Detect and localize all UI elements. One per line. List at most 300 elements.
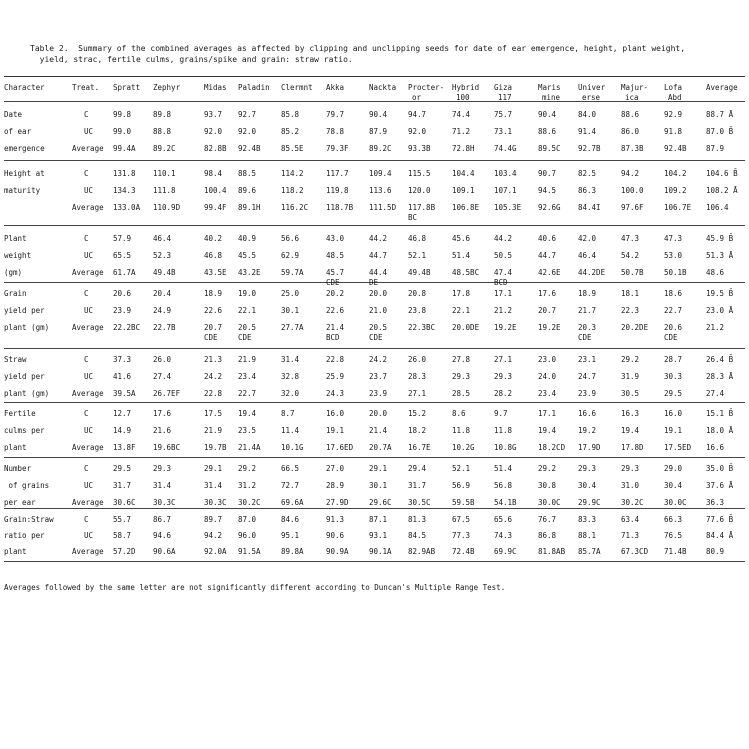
treatment-label: C: [84, 409, 89, 418]
character-label: Straw: [4, 355, 27, 364]
table-cell: [621, 389, 639, 399]
table-cell: [538, 481, 556, 491]
cell-value: 53.0: [664, 251, 683, 260]
column-header-line1: Treat.: [72, 83, 100, 92]
table-cell: [238, 110, 256, 120]
cell-value: 63.4: [621, 515, 640, 524]
cell-value-letters: CDE: [578, 333, 592, 342]
table-cell: [113, 251, 131, 261]
cell-value: 21.9: [204, 426, 223, 435]
cell-value: 73.1: [494, 127, 513, 136]
table-cell: [706, 306, 733, 316]
cell-value: 86.8: [538, 531, 557, 540]
cell-value: 48.5BC: [452, 268, 480, 277]
table-cell: [621, 481, 639, 491]
table-cell: [664, 144, 687, 154]
cell-value: 22.6: [326, 306, 345, 315]
table-cell: [621, 234, 639, 244]
table-cell: [664, 169, 687, 179]
cell-value: 51.3 Ā: [706, 251, 734, 260]
table-cell: [706, 144, 724, 154]
table-cell: [204, 323, 222, 343]
table-cell: [113, 268, 136, 278]
table-cell: [664, 464, 682, 474]
table-cell: [706, 289, 733, 299]
table-cell: [281, 169, 304, 179]
cell-value: 90.9A: [326, 547, 349, 556]
table-cell: [153, 481, 171, 491]
table-cell: [204, 409, 222, 419]
cell-value: 40.2: [204, 234, 223, 243]
cell-value: 21.9: [238, 355, 257, 364]
cell-value: 29.3: [621, 464, 640, 473]
cell-value: 29.5: [113, 464, 132, 473]
cell-value: 69.6A: [281, 498, 304, 507]
cell-value: 86.7: [153, 515, 172, 524]
table-cell: [153, 409, 171, 419]
cell-value: 91.5A: [238, 547, 261, 556]
cell-value: 46.4: [578, 251, 597, 260]
table-cell: [408, 289, 426, 299]
cell-value: 30.3: [664, 372, 683, 381]
table-cell: [494, 547, 517, 557]
cell-value: 50.5: [494, 251, 513, 260]
table-cell: [494, 389, 512, 399]
table-cell: [494, 409, 508, 419]
cell-value: 110.1: [153, 169, 176, 178]
table-cell: [326, 481, 344, 491]
cell-value: 43.5E: [204, 268, 227, 277]
cell-value-letters: CDE: [326, 278, 340, 287]
table-cell: [326, 389, 344, 399]
cell-value: 24.2: [369, 355, 388, 364]
cell-value: 20.2DE: [621, 323, 649, 332]
cell-value: 24.2: [204, 372, 223, 381]
cell-value: 20.8: [408, 289, 427, 298]
cell-value: 79.3F: [326, 144, 349, 153]
table-cell: [326, 289, 344, 299]
table-cell: [204, 268, 227, 278]
cell-value: 17.8D: [621, 443, 644, 452]
cell-value: 108.2 Ā: [706, 186, 738, 195]
table-cell: [281, 186, 304, 196]
table-cell: [153, 306, 171, 316]
table-cell: [153, 169, 176, 179]
cell-value: 18.9: [204, 289, 223, 298]
table-cell: [281, 127, 299, 137]
column-header-line1: Spratt: [113, 83, 141, 92]
table-cell: [538, 203, 561, 213]
cell-value: 19.2E: [494, 323, 517, 332]
cell-value: 40.6: [538, 234, 557, 243]
table-cell: [408, 169, 431, 179]
table-cell: [664, 498, 687, 508]
cell-value: 27.4: [153, 372, 172, 381]
cell-value: 96.0: [238, 531, 257, 540]
table-cell: [281, 144, 304, 154]
table-cell: [153, 355, 171, 365]
column-header-line2: ica: [625, 93, 639, 102]
cell-value: 31.2: [238, 481, 257, 490]
cell-value: 48.5: [326, 251, 345, 260]
table-cell: [369, 355, 387, 365]
table-cell: [369, 251, 387, 261]
cell-value-letters: BC: [408, 213, 418, 222]
column-header: [4, 83, 45, 93]
table-cell: [281, 409, 295, 419]
cell-value: 20.6: [113, 289, 132, 298]
cell-value: 40.9: [238, 234, 257, 243]
table-cell: [281, 306, 299, 316]
cell-value: 19.1: [326, 426, 345, 435]
table-cell: [494, 443, 517, 453]
table-cell: [238, 127, 256, 137]
table-cell: [706, 323, 724, 333]
table-cell: [408, 127, 426, 137]
cell-value: 30.1: [281, 306, 300, 315]
table-cell: [494, 186, 517, 196]
table-cell: [706, 372, 733, 382]
table-cell: [281, 515, 299, 525]
cell-value: 69.9C: [494, 547, 517, 556]
table-cell: [408, 547, 435, 557]
cell-value: 47.3: [664, 234, 683, 243]
cell-value: 21.4: [326, 323, 345, 332]
table-cell: [621, 268, 644, 278]
cell-value: 20.7A: [369, 443, 392, 452]
column-header: [369, 83, 396, 93]
table-cell: [452, 186, 475, 196]
cell-value: 18.1: [621, 289, 640, 298]
table-cell: [408, 323, 435, 333]
cell-value: 89.5C: [538, 144, 561, 153]
table-cell: [621, 498, 644, 508]
table-cell: [204, 498, 227, 508]
table-cell: [369, 372, 387, 382]
table-cell: [281, 464, 299, 474]
treatment-label: UC: [84, 481, 94, 490]
cell-value: 27.8: [452, 355, 471, 364]
table-cell: [621, 251, 639, 261]
table-cell: [326, 251, 344, 261]
table-cell: [664, 289, 682, 299]
table-cell: [281, 531, 299, 541]
table-cell: [153, 289, 171, 299]
cell-value: 113.6: [369, 186, 392, 195]
cell-value: 94.2: [621, 169, 640, 178]
table-cell: [113, 110, 131, 120]
cell-value: 29.1: [204, 464, 223, 473]
table-cell: [578, 186, 596, 196]
cell-value: 22.3: [621, 306, 640, 315]
cell-value: 92.9: [664, 110, 683, 119]
cell-value: 105.3E: [494, 203, 522, 212]
table-cell: [494, 110, 512, 120]
table-cell: [281, 481, 299, 491]
table-cell: [578, 464, 596, 474]
table-cell: [281, 251, 299, 261]
table-cell: [281, 234, 299, 244]
table-cell: [408, 464, 426, 474]
cell-value: 106.4: [706, 203, 729, 212]
table-cell: [408, 426, 426, 436]
cell-value: 62.9: [281, 251, 300, 260]
cell-value: 39.5A: [113, 389, 136, 398]
character-label: plant (gm): [4, 323, 50, 332]
table-cell: [538, 251, 556, 261]
table-cell: [578, 409, 596, 419]
table-cell: [153, 268, 176, 278]
table-cell: [326, 372, 344, 382]
cell-value: 16.6: [578, 409, 597, 418]
table-cell: [113, 186, 136, 196]
cell-value: 51.4: [452, 251, 471, 260]
table-cell: [706, 186, 738, 196]
table-cell: [238, 389, 256, 399]
cell-value: 29.2: [538, 464, 557, 473]
table-cell: [664, 110, 682, 120]
table-cell: [452, 306, 470, 316]
cell-value: 23.4: [238, 372, 257, 381]
character-label: of ear: [4, 127, 32, 136]
cell-value: 17.1: [494, 289, 513, 298]
cell-value: 23.7: [369, 372, 388, 381]
table-cell: [326, 443, 353, 453]
cell-value: 21.0: [369, 306, 388, 315]
cell-value: 29.5: [664, 389, 683, 398]
table-cell: [664, 203, 691, 213]
cell-value: 16.3: [621, 409, 640, 418]
cell-value: 10.8G: [494, 443, 517, 452]
table-cell: [706, 389, 724, 399]
cell-value-letters: CDE: [204, 333, 218, 342]
treatment-label: UC: [84, 531, 94, 540]
table-cell: [408, 203, 435, 223]
cell-value: 57.9: [113, 234, 132, 243]
table-cell: [621, 169, 639, 179]
table-cell: [452, 127, 470, 137]
character-group: [4, 509, 745, 561]
cell-value: 87.3B: [621, 144, 644, 153]
table-cell: [538, 389, 556, 399]
table-cell: [664, 251, 682, 261]
cell-value: 92.4B: [664, 144, 687, 153]
cell-value: 91.8: [664, 127, 683, 136]
cell-value: 44.2: [369, 234, 388, 243]
column-header-line1: Procter-: [408, 83, 445, 92]
table-cell: [204, 203, 227, 213]
table-cell: [664, 409, 682, 419]
column-header: [452, 83, 479, 103]
table-cell: [113, 289, 131, 299]
cell-value: 59.5B: [452, 498, 475, 507]
table-cell: [153, 515, 171, 525]
cell-value: 42.0: [578, 234, 597, 243]
cell-value: 88.5: [238, 169, 257, 178]
cell-value: 92.6G: [538, 203, 561, 212]
table-cell: [494, 289, 512, 299]
table-caption: Table 2. Summary of the combined averages as affected by clipping and unclipping seeds for date of ear emergence, height, plant weight, yield, strac, fertile culms, grains/spike and grain: straw ratio.: [30, 44, 686, 64]
cell-value: 88.7 Ā: [706, 110, 734, 119]
cell-value: 88.8: [153, 127, 172, 136]
treatment-label: UC: [84, 372, 94, 381]
table-cell: [452, 481, 470, 491]
table-cell: [326, 498, 349, 508]
table-cell: [408, 515, 426, 525]
cell-value: 23.8: [408, 306, 427, 315]
table-cell: [326, 234, 344, 244]
cell-value: 28.3 Ā: [706, 372, 734, 381]
table-cell: [113, 144, 136, 154]
column-header-line2: or: [412, 93, 422, 102]
cell-value: 58.7: [113, 531, 132, 540]
table-cell: [706, 169, 738, 179]
cell-value: 86.0: [621, 127, 640, 136]
cell-value: 131.8: [113, 169, 136, 178]
table-cell: [408, 355, 426, 365]
table-cell: [621, 110, 639, 120]
cell-value: 109.2: [664, 186, 687, 195]
cell-value: 109.1: [452, 186, 475, 195]
table-cell: [238, 409, 256, 419]
table-cell: [538, 169, 556, 179]
table-cell: [369, 498, 392, 508]
table-cell: [369, 289, 387, 299]
table-cell: [408, 443, 431, 453]
table-cell: [452, 372, 470, 382]
cell-value: 17.8: [452, 289, 471, 298]
cell-value: 90.7: [538, 169, 557, 178]
table-cell: [578, 144, 601, 154]
cell-value: 89.6: [238, 186, 257, 195]
table-cell: [664, 481, 682, 491]
table-cell: [408, 306, 426, 316]
table-cell: [238, 547, 261, 557]
character-label: weight: [4, 251, 32, 260]
cell-value: 15.1 B̄: [706, 409, 734, 418]
cell-value: 26.0: [408, 355, 427, 364]
table-cell: [326, 355, 344, 365]
table-cell: [664, 531, 682, 541]
table-cell: [706, 251, 733, 261]
table-cell: [578, 268, 605, 278]
cell-value: 59.7A: [281, 268, 304, 277]
character-label: maturity: [4, 186, 41, 195]
table-cell: [494, 372, 512, 382]
cell-value: 103.4: [494, 169, 517, 178]
table-cell: [664, 323, 682, 343]
table-cell: [494, 531, 512, 541]
table-cell: [538, 515, 556, 525]
table-cell: [452, 389, 470, 399]
table-cell: [153, 464, 171, 474]
table-cell: [326, 547, 349, 557]
cell-value: 10.2G: [452, 443, 475, 452]
column-header: [621, 83, 648, 103]
table-cell: [664, 372, 682, 382]
cell-value: 16.6: [706, 443, 725, 452]
table-cell: [204, 186, 227, 196]
character-group: [4, 226, 745, 287]
table-cell: [238, 203, 261, 213]
table-cell: [369, 481, 387, 491]
character-group: [4, 349, 745, 402]
cell-value: 67.5: [452, 515, 471, 524]
cell-value: 24.3: [326, 389, 345, 398]
cell-value: 74.4: [452, 110, 471, 119]
table-cell: [578, 127, 596, 137]
table-cell: [238, 355, 256, 365]
table-cell: [408, 372, 426, 382]
table-cell: [578, 481, 596, 491]
table-cell: [113, 515, 131, 525]
cell-value: 19.4: [538, 426, 557, 435]
cell-value: 30.2C: [621, 498, 644, 507]
table-cell: [326, 127, 344, 137]
column-header-line1: Character: [4, 83, 45, 92]
cell-value: 92.0: [204, 127, 223, 136]
cell-value: 44.2: [494, 234, 513, 243]
cell-value: 36.3: [706, 498, 725, 507]
table-cell: [408, 251, 426, 261]
cell-value: 27.0: [326, 464, 345, 473]
table-cell: [408, 481, 426, 491]
table-cell: [452, 268, 479, 278]
cell-value: 85.8: [281, 110, 300, 119]
treatment-label: C: [84, 289, 89, 298]
table-cell: [538, 127, 556, 137]
cell-value: 57.2D: [113, 547, 136, 556]
cell-value: 17.9D: [578, 443, 601, 452]
cell-value: 115.5: [408, 169, 431, 178]
table-cell: [369, 547, 392, 557]
cell-value: 29.0: [664, 464, 683, 473]
character-group: [4, 403, 745, 457]
cell-value: 30.8: [538, 481, 557, 490]
cell-value: 19.5 B̄: [706, 289, 734, 298]
table-cell: [326, 323, 344, 343]
cell-value: 47.3: [621, 234, 640, 243]
cell-value: 26.7EF: [153, 389, 181, 398]
cell-value: 24.0: [538, 372, 557, 381]
cell-value: 11.4: [281, 426, 300, 435]
cell-value: 72.7: [281, 481, 300, 490]
table-cell: [113, 234, 131, 244]
table-cell: [113, 169, 136, 179]
character-label: plant: [4, 547, 27, 556]
cell-value: 30.2C: [238, 498, 261, 507]
treatment-label: UC: [84, 251, 94, 260]
table-cell: [538, 306, 556, 316]
cell-value: 84.4I: [578, 203, 601, 212]
table-cell: [204, 547, 227, 557]
cell-value: 90.6: [326, 531, 345, 540]
table-cell: [408, 268, 431, 278]
table-cell: [621, 127, 639, 137]
table-cell: [578, 306, 596, 316]
table-cell: [113, 203, 140, 213]
table-cell: [113, 372, 131, 382]
cell-value: 20.7: [538, 306, 557, 315]
cell-value: 20.2: [326, 289, 345, 298]
cell-value: 30.4: [664, 481, 683, 490]
cell-value: 21.6: [153, 426, 172, 435]
cell-value: 23.1: [578, 355, 597, 364]
cell-value: 90.4: [369, 110, 388, 119]
table-cell: [578, 426, 596, 436]
cell-value: 16.0: [664, 409, 683, 418]
table-cell: [113, 443, 136, 453]
